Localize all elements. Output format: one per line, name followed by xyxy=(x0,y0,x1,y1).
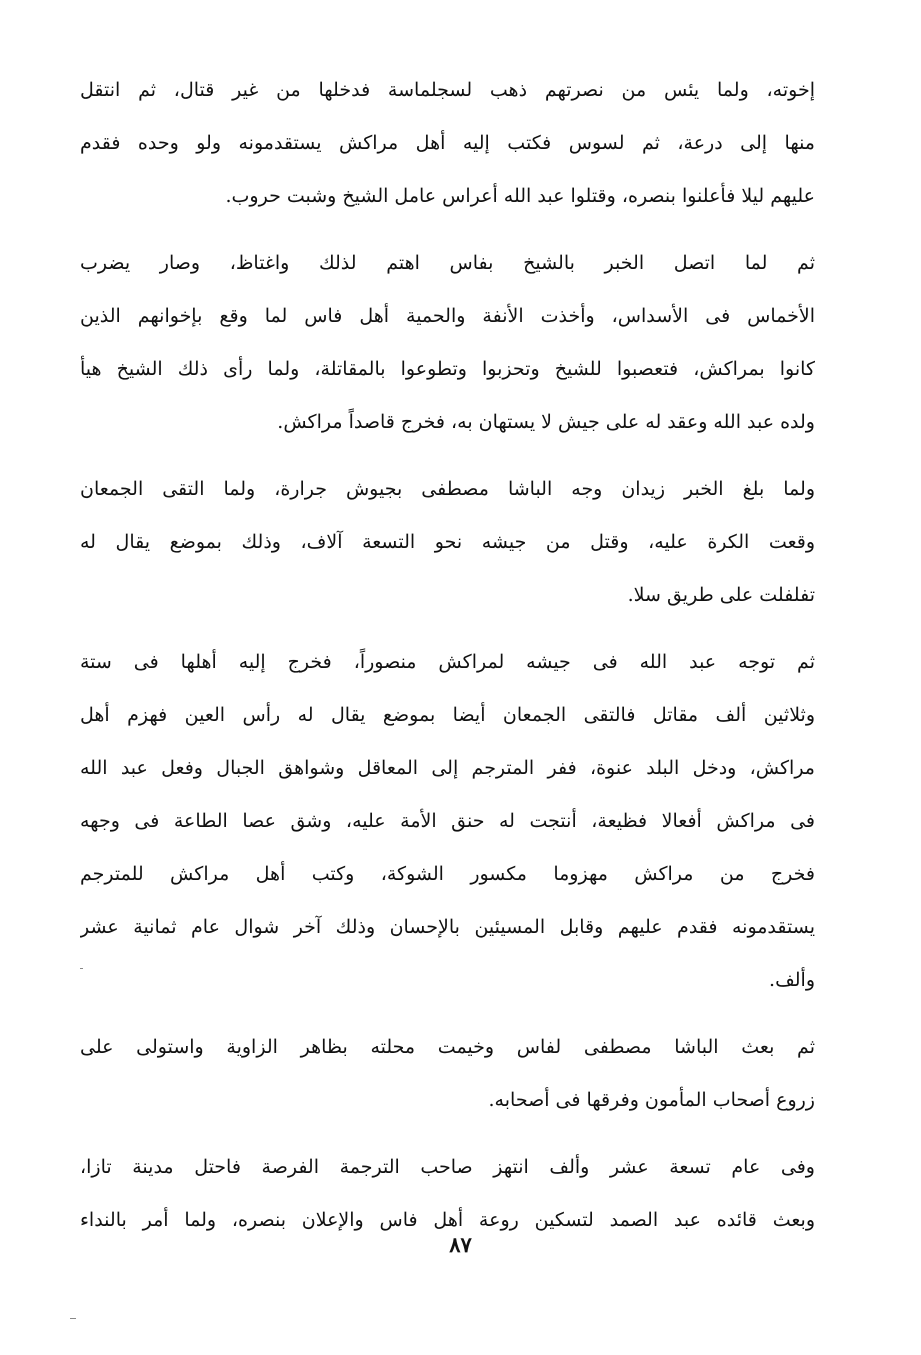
text-line: وألف. xyxy=(769,969,815,991)
page-number: ٨٧ xyxy=(449,1232,472,1257)
text-line: الأخماس فى الأسداس، وأخذت الأنفة والحمية أهل فاس لما وقع بإخوانهم الذين xyxy=(80,305,815,327)
text-line: منها إلى درعة، ثم لسوس فكتب إليه أهل مراكش يستقدمونه ولو وحده فقدم xyxy=(80,132,815,154)
paragraph xyxy=(80,64,815,223)
text-line: وفى عام تسعة عشر وألف انتهز صاحب الترجمة الفرصة فاحتل مدينة تازا، xyxy=(80,1156,815,1178)
scan-speck xyxy=(80,968,83,969)
paragraph xyxy=(80,237,815,449)
text-line: مراكش، ودخل البلد عنوة، ففر المترجم إلى المعاقل وشواهق الجبال وفعل عبد الله xyxy=(80,757,815,779)
text-line: فخرج من مراكش مهزوما مكسور الشوكة، وكتب أهل مراكش للمترجم xyxy=(80,863,815,885)
text-line: ثم لما اتصل الخبر بالشيخ بفاس اهتم لذلك واغتاظ، وصار يضرب xyxy=(80,252,815,274)
text-line: وبعث قائده عبد الصمد لتسكين روعة أهل فاس والإعلان بنصره، ولما أمر بالنداء xyxy=(80,1209,815,1231)
text-line: ثم بعث الباشا مصطفى لفاس وخيمت محلته بظاهر الزاوية واستولى على xyxy=(80,1036,815,1058)
text-line: عليهم ليلا فأعلنوا بنصره، وقتلوا عبد الله أعراس عامل الشيخ وشبت حروب. xyxy=(225,185,815,207)
scan-speck xyxy=(70,1318,76,1319)
text-line: وقعت الكرة عليه، وقتل من جيشه نحو التسعة آلاف، وذلك بموضع يقال له xyxy=(80,531,815,553)
paragraph xyxy=(80,636,815,1007)
paragraph xyxy=(80,1021,815,1127)
paragraph xyxy=(80,463,815,622)
text-line: تفلفلت على طريق سلا. xyxy=(627,584,815,606)
text-line: زروع أصحاب المأمون وفرقها فى أصحابه. xyxy=(488,1089,815,1111)
text-line: وثلاثين ألف مقاتل فالتقى الجمعان أيضا بموضع يقال له رأس العين فهزم أهل xyxy=(80,704,815,726)
text-line: يستقدمونه فقدم عليهم وقابل المسيئين بالإحسان وذلك آخر شوال عام ثمانية عشر xyxy=(80,916,815,938)
text-line: ولده عبد الله وعقد له على جيش لا يستهان به، فخرج قاصداً مراكش. xyxy=(277,411,815,433)
text-line: ولما بلغ الخبر زيدان وجه الباشا مصطفى بجيوش جرارة، ولما التقى الجمعان xyxy=(80,478,815,500)
text-line: فى مراكش أفعالا فظيعة، أنتجت له حنق الأمة عليه، وشق عصا الطاعة فى وجهه xyxy=(80,810,815,832)
text-line: كانوا بمراكش، فتعصبوا للشيخ وتحزبوا وتطوعوا بالمقاتلة، ولما رأى ذلك الشيخ هيأ xyxy=(80,358,815,380)
text-line: ثم توجه عبد الله فى جيشه لمراكش منصوراً، فخرج إليه أهلها فى ستة xyxy=(80,651,815,673)
text-line: إخوته، ولما يئس من نصرتهم ذهب لسجلماسة فدخلها من غير قتال، ثم انتقل xyxy=(80,79,815,101)
body-text xyxy=(80,64,815,1261)
